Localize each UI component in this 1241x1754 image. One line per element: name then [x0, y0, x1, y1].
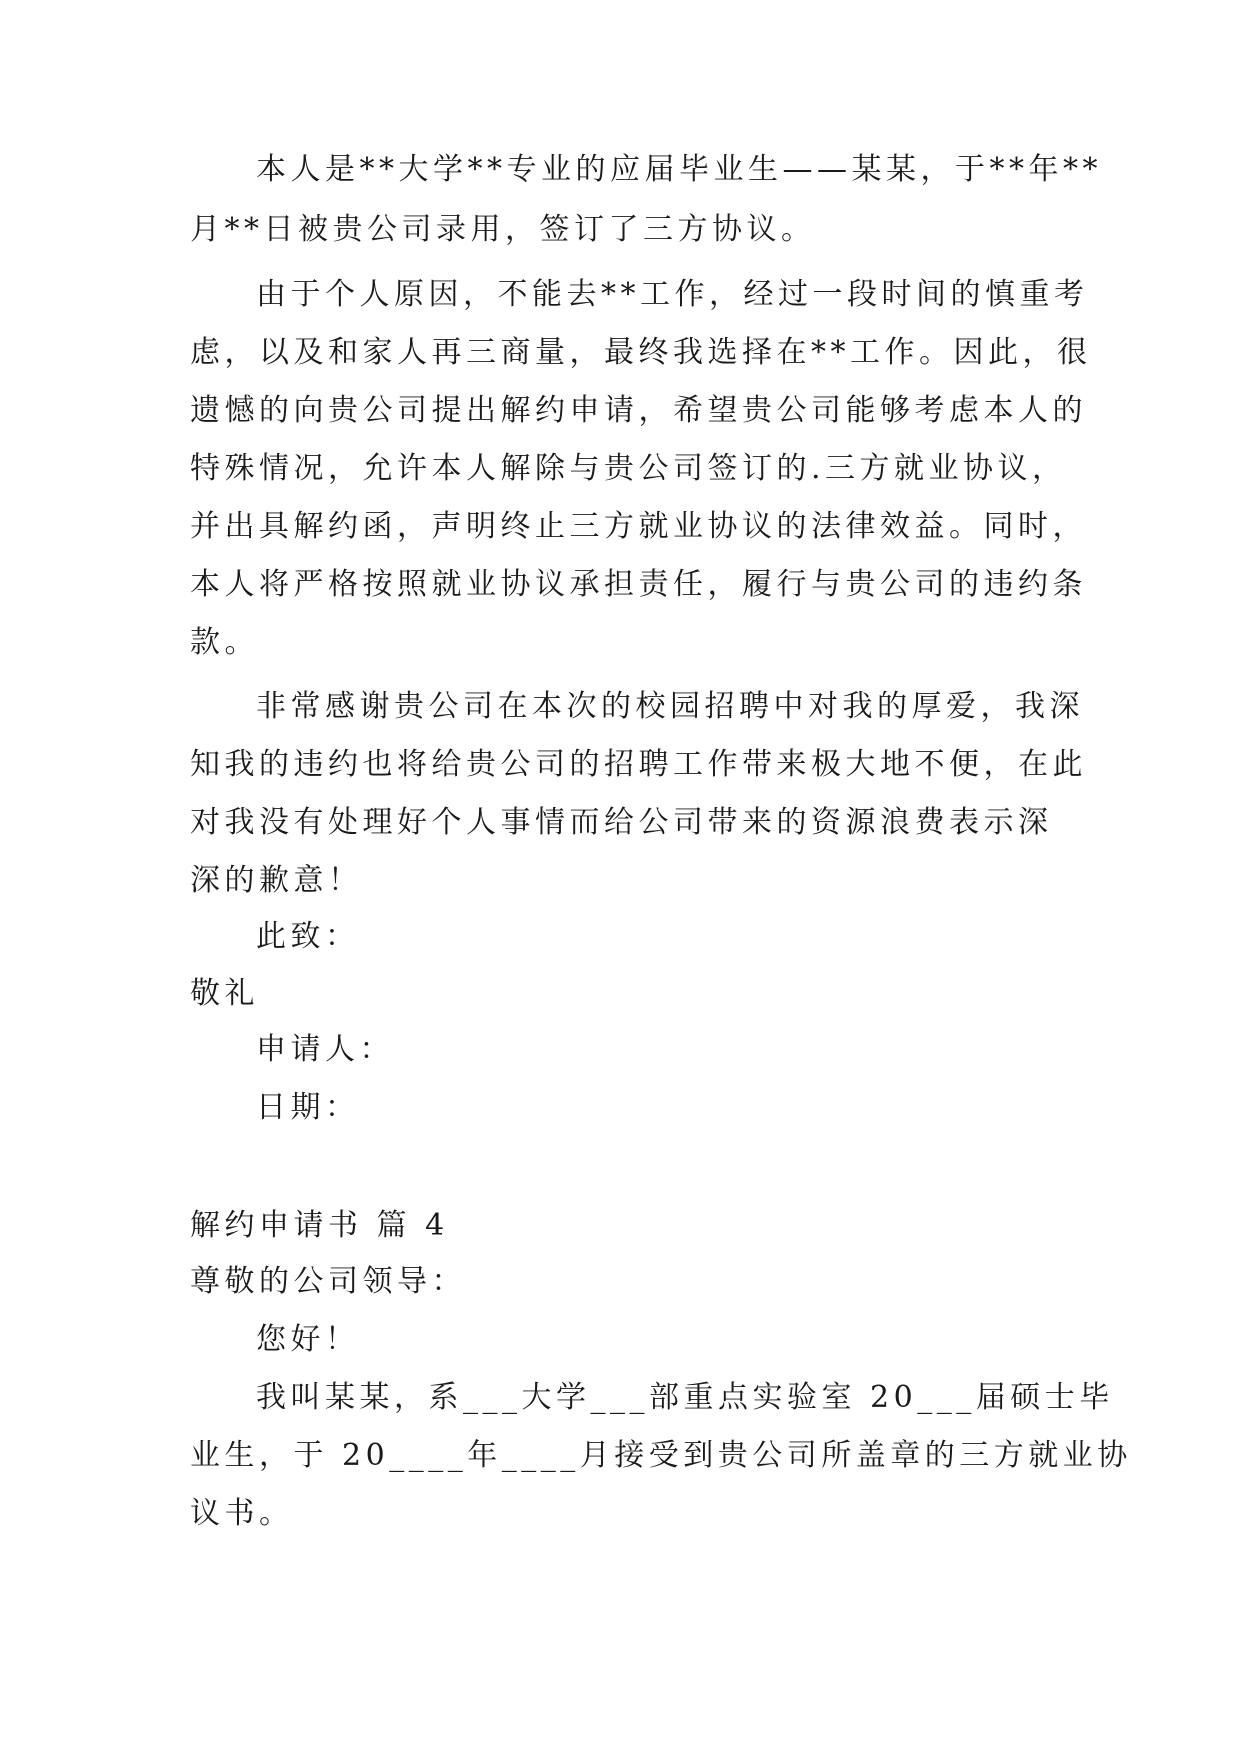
paragraph-line: 议书。 — [190, 1496, 294, 1531]
paragraph-line: 款。 — [190, 625, 259, 660]
paragraph-line: 对我没有处理好个人事情而给公司带来的资源浪费表示深 — [190, 805, 1053, 840]
date-label: 日期： — [256, 1090, 360, 1125]
applicant-label: 申请人： — [256, 1032, 394, 1067]
paragraph-line: 特殊情况，允许本人解除与贵公司签订的.三方就业协议， — [190, 451, 1067, 486]
paragraph-line: 非常感谢贵公司在本次的校园招聘中对我的厚爱，我深 — [256, 689, 1084, 724]
letter-greeting: 尊敬的公司领导： — [190, 1264, 466, 1299]
paragraph-line: 业生，于 20____年____月接受到贵公司所盖章的三方就业协 — [190, 1438, 1132, 1473]
paragraph-line: 由于个人原因，不能去**工作，经过一段时间的慎重考 — [256, 277, 1089, 312]
paragraph-line: 知我的违约也将给贵公司的招聘工作带来极大地不便，在此 — [190, 747, 1087, 782]
paragraph-line: 并出具解约函，声明终止三方就业协议的法律效益。同时， — [190, 509, 1087, 544]
paragraph-line: 本人是**大学**专业的应届毕业生——某某，于**年** — [256, 152, 1102, 187]
paragraph-line: 虑，以及和家人再三商量，最终我选择在**工作。因此，很 — [190, 335, 1092, 370]
paragraph-line: 本人将严格按照就业协议承担责任，履行与贵公司的违约条 — [190, 567, 1087, 602]
closing-regards: 敬礼 — [190, 976, 259, 1011]
paragraph-line: 月**日被贵公司录用，签订了三方协议。 — [190, 212, 816, 247]
paragraph-line: 遗憾的向贵公司提出解约申请，希望贵公司能够考虑本人的 — [190, 393, 1087, 428]
paragraph-line: 深的歉意！ — [190, 863, 363, 898]
section-heading: 解约申请书 篇 4 — [190, 1208, 449, 1243]
closing-salutation: 此致： — [256, 919, 360, 954]
hello-line: 您好！ — [256, 1322, 360, 1357]
paragraph-line: 我叫某某，系___大学___部重点实验室 20___届硕士毕 — [256, 1380, 1114, 1415]
